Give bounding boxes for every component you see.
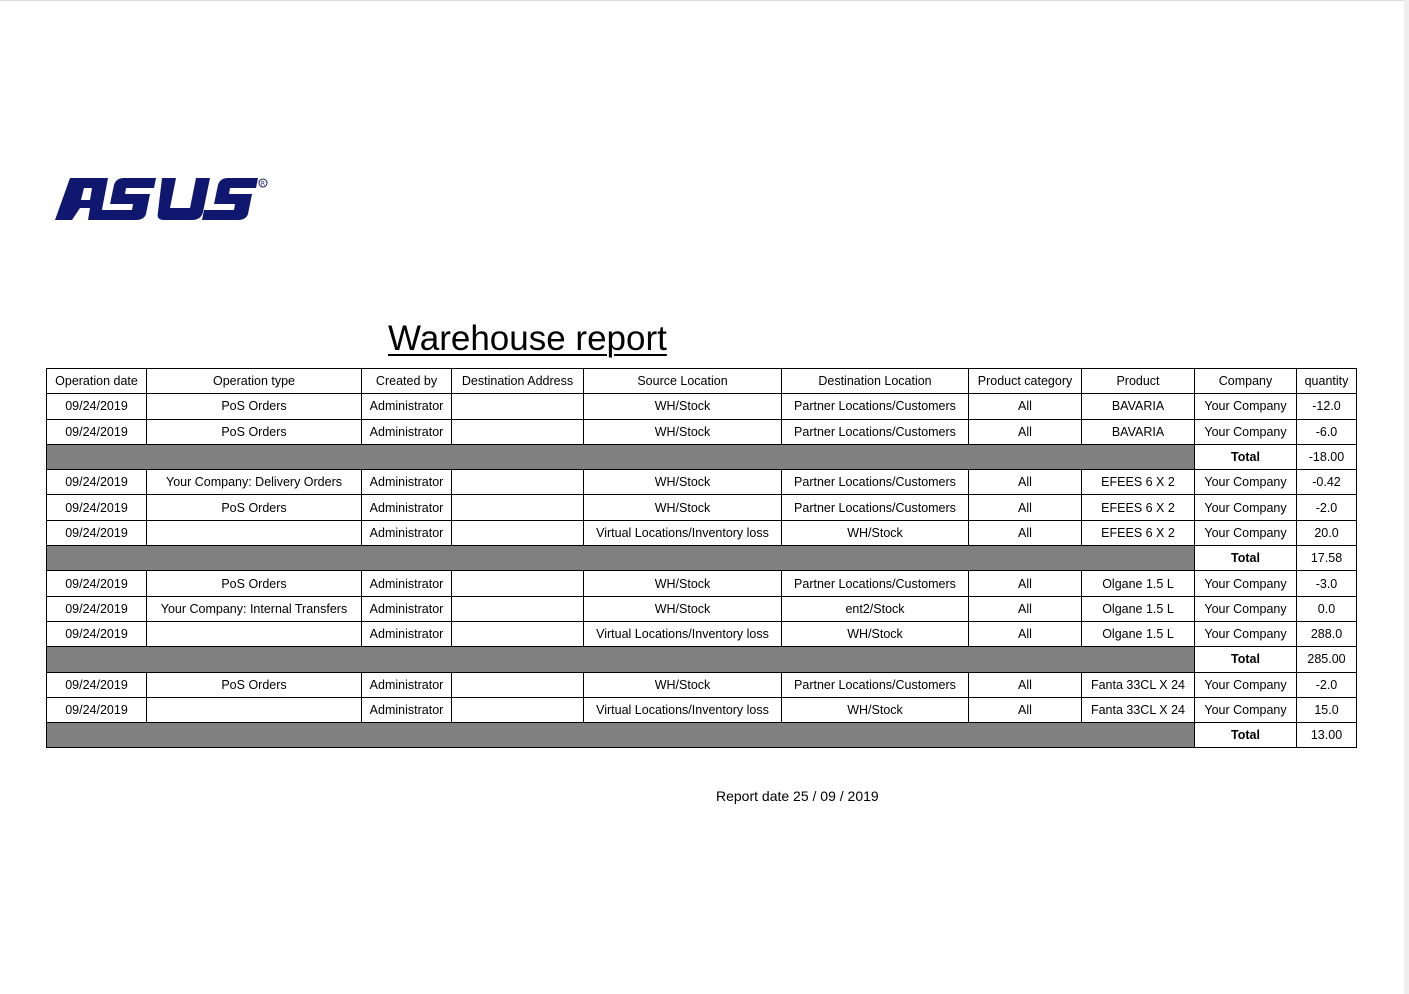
cell-operation-type: PoS Orders bbox=[147, 495, 362, 520]
group-total-row bbox=[47, 546, 1357, 571]
header-operation-type: Operation type bbox=[147, 369, 362, 394]
report-title: Warehouse report bbox=[388, 319, 667, 358]
cell-operation-type bbox=[147, 621, 362, 646]
cell-source-location: WH/Stock bbox=[584, 672, 782, 697]
cell-product-category: All bbox=[969, 394, 1082, 419]
cell-product: Olgane 1.5 L bbox=[1082, 621, 1195, 646]
cell-company: Your Company bbox=[1195, 470, 1297, 495]
cell-destination-location: Partner Locations/Customers bbox=[782, 470, 969, 495]
cell-created-by: Administrator bbox=[362, 697, 452, 722]
total-value: -18.00 bbox=[1297, 444, 1357, 469]
table-row bbox=[47, 571, 1357, 596]
total-bar bbox=[47, 444, 1195, 469]
cell-destination-address bbox=[452, 394, 584, 419]
cell-operation-date: 09/24/2019 bbox=[47, 571, 147, 596]
table-header-row bbox=[47, 369, 1357, 394]
group-total-row bbox=[47, 723, 1357, 748]
header-quantity: quantity bbox=[1297, 369, 1357, 394]
cell-operation-type: PoS Orders bbox=[147, 672, 362, 697]
total-value: 13.00 bbox=[1297, 723, 1357, 748]
table-row bbox=[47, 394, 1357, 419]
cell-created-by: Administrator bbox=[362, 419, 452, 444]
warehouse-report-table bbox=[46, 368, 1357, 748]
svg-text:R: R bbox=[260, 180, 266, 188]
cell-company: Your Company bbox=[1195, 495, 1297, 520]
header-product-category: Product category bbox=[969, 369, 1082, 394]
cell-operation-date: 09/24/2019 bbox=[47, 621, 147, 646]
header-source-location: Source Location bbox=[584, 369, 782, 394]
cell-destination-address bbox=[452, 419, 584, 444]
cell-destination-address bbox=[452, 520, 584, 545]
cell-company: Your Company bbox=[1195, 571, 1297, 596]
cell-product: Fanta 33CL X 24 bbox=[1082, 697, 1195, 722]
cell-product-category: All bbox=[969, 470, 1082, 495]
cell-product: EFEES 6 X 2 bbox=[1082, 470, 1195, 495]
cell-product: Olgane 1.5 L bbox=[1082, 596, 1195, 621]
cell-source-location: Virtual Locations/Inventory loss bbox=[584, 621, 782, 646]
cell-destination-address bbox=[452, 697, 584, 722]
cell-product-category: All bbox=[969, 596, 1082, 621]
cell-operation-date: 09/24/2019 bbox=[47, 596, 147, 621]
cell-operation-date: 09/24/2019 bbox=[47, 520, 147, 545]
cell-created-by: Administrator bbox=[362, 520, 452, 545]
cell-operation-type: PoS Orders bbox=[147, 394, 362, 419]
cell-destination-location: WH/Stock bbox=[782, 520, 969, 545]
cell-quantity: -2.0 bbox=[1297, 495, 1357, 520]
cell-destination-address bbox=[452, 596, 584, 621]
cell-product: Olgane 1.5 L bbox=[1082, 571, 1195, 596]
cell-operation-type: PoS Orders bbox=[147, 419, 362, 444]
cell-product-category: All bbox=[969, 697, 1082, 722]
cell-source-location: Virtual Locations/Inventory loss bbox=[584, 520, 782, 545]
header-created-by: Created by bbox=[362, 369, 452, 394]
cell-product-category: All bbox=[969, 520, 1082, 545]
total-bar bbox=[47, 647, 1195, 672]
cell-operation-date: 09/24/2019 bbox=[47, 697, 147, 722]
cell-operation-type bbox=[147, 520, 362, 545]
table-row bbox=[47, 621, 1357, 646]
cell-operation-date: 09/24/2019 bbox=[47, 495, 147, 520]
cell-created-by: Administrator bbox=[362, 596, 452, 621]
cell-destination-location: ent2/Stock bbox=[782, 596, 969, 621]
cell-quantity: 20.0 bbox=[1297, 520, 1357, 545]
table-row bbox=[47, 596, 1357, 621]
cell-quantity: -2.0 bbox=[1297, 672, 1357, 697]
header-product: Product bbox=[1082, 369, 1195, 394]
cell-company: Your Company bbox=[1195, 596, 1297, 621]
cell-destination-address bbox=[452, 672, 584, 697]
cell-source-location: WH/Stock bbox=[584, 596, 782, 621]
cell-destination-address bbox=[452, 621, 584, 646]
cell-created-by: Administrator bbox=[362, 495, 452, 520]
cell-destination-address bbox=[452, 470, 584, 495]
cell-created-by: Administrator bbox=[362, 621, 452, 646]
cell-destination-location: WH/Stock bbox=[782, 621, 969, 646]
header-company: Company bbox=[1195, 369, 1297, 394]
cell-company: Your Company bbox=[1195, 621, 1297, 646]
cell-product: BAVARIA bbox=[1082, 419, 1195, 444]
total-label: Total bbox=[1195, 444, 1297, 469]
cell-operation-type: PoS Orders bbox=[147, 571, 362, 596]
cell-destination-location: Partner Locations/Customers bbox=[782, 571, 969, 596]
cell-product-category: All bbox=[969, 672, 1082, 697]
cell-company: Your Company bbox=[1195, 520, 1297, 545]
cell-company: Your Company bbox=[1195, 419, 1297, 444]
header-destination-location: Destination Location bbox=[782, 369, 969, 394]
table-row bbox=[47, 470, 1357, 495]
cell-operation-date: 09/24/2019 bbox=[47, 470, 147, 495]
cell-quantity: 15.0 bbox=[1297, 697, 1357, 722]
header-operation-date: Operation date bbox=[47, 369, 147, 394]
cell-operation-type bbox=[147, 697, 362, 722]
cell-destination-location: WH/Stock bbox=[782, 697, 969, 722]
cell-quantity: -3.0 bbox=[1297, 571, 1357, 596]
cell-created-by: Administrator bbox=[362, 394, 452, 419]
cell-product: EFEES 6 X 2 bbox=[1082, 520, 1195, 545]
total-value: 285.00 bbox=[1297, 647, 1357, 672]
cell-operation-date: 09/24/2019 bbox=[47, 394, 147, 419]
cell-product-category: All bbox=[969, 419, 1082, 444]
cell-company: Your Company bbox=[1195, 697, 1297, 722]
table-row bbox=[47, 672, 1357, 697]
total-value: 17.58 bbox=[1297, 546, 1357, 571]
cell-destination-address bbox=[452, 571, 584, 596]
report-date: Report date 25 / 09 / 2019 bbox=[716, 788, 879, 804]
page-top-edge bbox=[0, 0, 1405, 1]
cell-source-location: WH/Stock bbox=[584, 571, 782, 596]
table-body bbox=[47, 394, 1357, 748]
cell-destination-location: Partner Locations/Customers bbox=[782, 394, 969, 419]
cell-operation-type: Your Company: Delivery Orders bbox=[147, 470, 362, 495]
cell-source-location: Virtual Locations/Inventory loss bbox=[584, 697, 782, 722]
total-bar bbox=[47, 546, 1195, 571]
cell-source-location: WH/Stock bbox=[584, 394, 782, 419]
cell-product-category: All bbox=[969, 621, 1082, 646]
cell-quantity: -0.42 bbox=[1297, 470, 1357, 495]
cell-source-location: WH/Stock bbox=[584, 419, 782, 444]
cell-quantity: -6.0 bbox=[1297, 419, 1357, 444]
cell-product: Fanta 33CL X 24 bbox=[1082, 672, 1195, 697]
total-label: Total bbox=[1195, 546, 1297, 571]
cell-company: Your Company bbox=[1195, 672, 1297, 697]
table-row bbox=[47, 697, 1357, 722]
cell-company: Your Company bbox=[1195, 394, 1297, 419]
cell-quantity: -12.0 bbox=[1297, 394, 1357, 419]
cell-operation-date: 09/24/2019 bbox=[47, 419, 147, 444]
cell-destination-address bbox=[452, 495, 584, 520]
group-total-row bbox=[47, 444, 1357, 469]
cell-product-category: All bbox=[969, 495, 1082, 520]
cell-operation-type: Your Company: Internal Transfers bbox=[147, 596, 362, 621]
cell-product-category: All bbox=[969, 571, 1082, 596]
cell-product: EFEES 6 X 2 bbox=[1082, 495, 1195, 520]
cell-operation-date: 09/24/2019 bbox=[47, 672, 147, 697]
cell-created-by: Administrator bbox=[362, 470, 452, 495]
header-destination-address: Destination Address bbox=[452, 369, 584, 394]
total-label: Total bbox=[1195, 647, 1297, 672]
group-total-row bbox=[47, 647, 1357, 672]
total-bar bbox=[47, 723, 1195, 748]
table-row bbox=[47, 495, 1357, 520]
cell-quantity: 288.0 bbox=[1297, 621, 1357, 646]
cell-quantity: 0.0 bbox=[1297, 596, 1357, 621]
table-row bbox=[47, 520, 1357, 545]
cell-destination-location: Partner Locations/Customers bbox=[782, 495, 969, 520]
cell-destination-location: Partner Locations/Customers bbox=[782, 419, 969, 444]
cell-created-by: Administrator bbox=[362, 571, 452, 596]
cell-destination-location: Partner Locations/Customers bbox=[782, 672, 969, 697]
page-right-edge bbox=[1404, 0, 1409, 994]
table-row bbox=[47, 419, 1357, 444]
asus-logo bbox=[54, 176, 270, 222]
total-label: Total bbox=[1195, 723, 1297, 748]
cell-created-by: Administrator bbox=[362, 672, 452, 697]
cell-source-location: WH/Stock bbox=[584, 495, 782, 520]
cell-product: BAVARIA bbox=[1082, 394, 1195, 419]
cell-source-location: WH/Stock bbox=[584, 470, 782, 495]
